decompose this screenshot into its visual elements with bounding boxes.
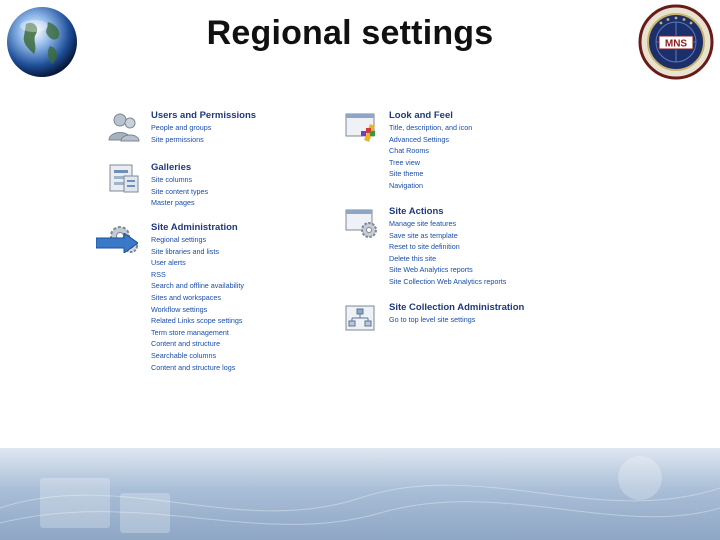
footer-decoration [0, 448, 720, 540]
galleries-icon [106, 162, 142, 196]
link-content-and-structure[interactable]: Content and structure [151, 339, 221, 349]
site-actions-icon [344, 206, 380, 240]
link-workflow-settings[interactable]: Workflow settings [151, 304, 208, 314]
link-searchable-columns[interactable]: Searchable columns [151, 350, 217, 360]
link-search-offline-availability[interactable]: Search and offline availability [151, 281, 244, 291]
link-site-web-analytics[interactable]: Site Web Analytics reports [389, 265, 473, 275]
link-navigation[interactable]: Navigation [389, 180, 423, 190]
link-title-description-icon[interactable]: Title, description, and icon [389, 123, 473, 132]
section-title: Site Collection Administration [389, 302, 525, 313]
link-related-links-scope[interactable]: Related Links scope settings [151, 316, 243, 326]
link-delete-this-site[interactable]: Delete this site [389, 253, 437, 263]
link-regional-settings[interactable]: Regional settings [151, 235, 207, 244]
section-title: Site Administration [151, 222, 238, 233]
link-tree-view[interactable]: Tree view [389, 157, 420, 167]
link-site-libraries-and-lists[interactable]: Site libraries and lists [151, 246, 219, 256]
section-title: Look and Feel [389, 110, 453, 121]
link-people-and-groups[interactable]: People and groups [151, 123, 212, 132]
footer-band [0, 448, 720, 540]
link-advanced-settings[interactable]: Advanced Settings [389, 134, 449, 144]
section-title: Site Actions [389, 206, 444, 217]
svg-text:MNS: MNS [664, 38, 688, 50]
link-site-permissions[interactable]: Site permissions [151, 134, 204, 144]
section-title: Galleries [151, 162, 192, 173]
pointer-arrow-icon [96, 233, 138, 253]
link-site-collection-web-analytics[interactable]: Site Collection Web Analytics reports [389, 276, 507, 286]
link-manage-site-features[interactable]: Manage site features [389, 219, 457, 228]
users-icon [106, 110, 142, 144]
link-site-columns[interactable]: Site columns [151, 175, 193, 184]
link-site-content-types[interactable]: Site content types [151, 186, 209, 196]
link-save-site-as-template[interactable]: Save site as template [389, 230, 458, 240]
link-master-pages[interactable]: Master pages [151, 198, 195, 208]
seal-logo [637, 4, 715, 80]
link-sites-and-workspaces[interactable]: Sites and workspaces [151, 292, 221, 302]
slide-title: Regional settings [206, 14, 494, 52]
link-term-store-management[interactable]: Term store management [151, 327, 229, 337]
link-user-alerts[interactable]: User alerts [151, 258, 186, 268]
link-reset-to-site-definition[interactable]: Reset to site definition [389, 242, 460, 252]
look-and-feel-icon [344, 110, 380, 144]
link-go-to-top-level-site-settings[interactable]: Go to top level site settings [389, 315, 476, 324]
globe-logo [4, 4, 80, 80]
link-rss[interactable]: RSS [151, 269, 166, 279]
link-chat-rooms[interactable]: Chat Rooms [389, 146, 429, 156]
hierarchy-icon [344, 302, 380, 336]
link-site-theme[interactable]: Site theme [389, 169, 424, 179]
section-title: Users and Permissions [151, 110, 257, 121]
link-content-structure-logs[interactable]: Content and structure logs [151, 362, 236, 372]
site-settings-screenshot [90, 100, 550, 390]
